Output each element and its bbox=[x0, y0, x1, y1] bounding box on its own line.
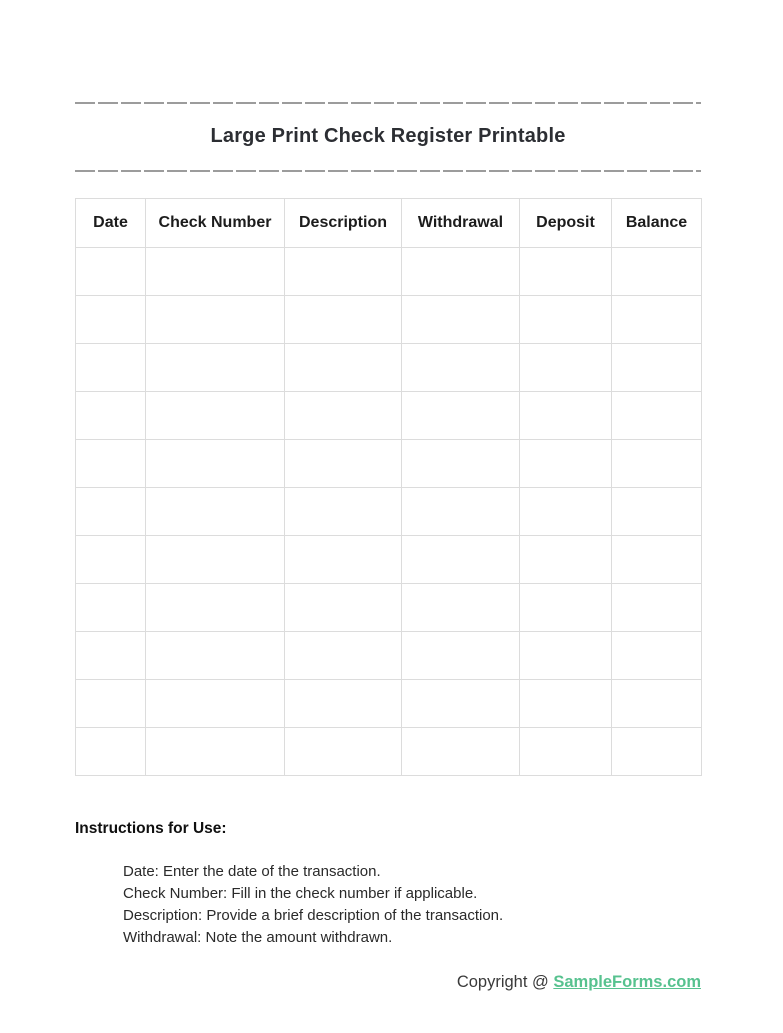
table-cell bbox=[520, 392, 612, 440]
register-table-body bbox=[76, 248, 702, 776]
table-cell bbox=[146, 344, 285, 392]
header-deposit: Deposit bbox=[520, 199, 612, 248]
table-cell bbox=[402, 248, 520, 296]
table-cell bbox=[402, 392, 520, 440]
header-withdrawal: Withdrawal bbox=[402, 199, 520, 248]
table-row bbox=[76, 680, 702, 728]
table-cell bbox=[402, 440, 520, 488]
table-cell bbox=[612, 584, 702, 632]
table-cell bbox=[612, 488, 702, 536]
table-cell bbox=[285, 296, 402, 344]
instructions-section bbox=[75, 820, 701, 949]
table-cell bbox=[76, 728, 146, 776]
instruction-item-description: Description: Provide a brief description of the transaction. bbox=[123, 907, 504, 924]
table-cell bbox=[612, 440, 702, 488]
table-cell bbox=[520, 344, 612, 392]
table-cell bbox=[285, 584, 402, 632]
table-cell bbox=[612, 536, 702, 584]
table-row bbox=[76, 632, 702, 680]
table-cell bbox=[146, 728, 285, 776]
table-cell bbox=[520, 728, 612, 776]
table-cell bbox=[76, 536, 146, 584]
table-cell bbox=[146, 392, 285, 440]
table-cell bbox=[146, 632, 285, 680]
table-cell bbox=[402, 728, 520, 776]
table-cell bbox=[285, 632, 402, 680]
table-cell bbox=[402, 632, 520, 680]
table-cell bbox=[402, 296, 520, 344]
header-date: Date bbox=[76, 199, 146, 248]
table-cell bbox=[285, 728, 402, 776]
table-cell bbox=[285, 680, 402, 728]
header-check-number: Check Number bbox=[146, 199, 285, 248]
header-description: Description bbox=[285, 199, 402, 248]
table-cell bbox=[146, 440, 285, 488]
table-cell bbox=[285, 344, 402, 392]
table-cell bbox=[146, 584, 285, 632]
sampleforms-link[interactable]: SampleForms.com bbox=[553, 973, 701, 991]
table-row bbox=[76, 584, 702, 632]
instructions-list bbox=[75, 861, 701, 949]
table-cell bbox=[402, 344, 520, 392]
table-cell bbox=[520, 296, 612, 344]
table-cell bbox=[285, 248, 402, 296]
copyright-footer bbox=[75, 973, 701, 992]
table-cell bbox=[146, 248, 285, 296]
table-cell bbox=[402, 536, 520, 584]
table-cell bbox=[612, 392, 702, 440]
header-balance: Balance bbox=[612, 199, 702, 248]
table-cell bbox=[76, 344, 146, 392]
table-row bbox=[76, 536, 702, 584]
table-row bbox=[76, 248, 702, 296]
table-cell bbox=[76, 632, 146, 680]
table-cell bbox=[146, 296, 285, 344]
table-cell bbox=[285, 536, 402, 584]
table-cell bbox=[146, 680, 285, 728]
table-cell bbox=[285, 440, 402, 488]
table-cell bbox=[285, 392, 402, 440]
table-cell bbox=[520, 440, 612, 488]
page-title: Large Print Check Register Printable bbox=[210, 125, 566, 147]
table-header-row bbox=[76, 199, 702, 248]
table-cell bbox=[520, 584, 612, 632]
table-cell bbox=[76, 296, 146, 344]
table-cell bbox=[612, 680, 702, 728]
table-row bbox=[76, 344, 702, 392]
table-cell bbox=[520, 488, 612, 536]
copyright-text: Copyright @ bbox=[456, 973, 554, 991]
table-cell bbox=[76, 680, 146, 728]
table-cell bbox=[76, 440, 146, 488]
table-cell bbox=[612, 296, 702, 344]
table-cell bbox=[612, 632, 702, 680]
table-row bbox=[76, 296, 702, 344]
table-cell bbox=[520, 680, 612, 728]
title-divider bbox=[75, 170, 701, 172]
instruction-item-check-number: Check Number: Fill in the check number if applicable. bbox=[123, 885, 478, 902]
check-register-table bbox=[75, 198, 702, 776]
table-cell bbox=[520, 536, 612, 584]
table-cell bbox=[402, 680, 520, 728]
table-cell bbox=[612, 344, 702, 392]
table-row bbox=[76, 488, 702, 536]
table-cell bbox=[146, 536, 285, 584]
table-row bbox=[76, 728, 702, 776]
table-row bbox=[76, 392, 702, 440]
table-cell bbox=[76, 488, 146, 536]
table-cell bbox=[520, 248, 612, 296]
table-cell bbox=[520, 632, 612, 680]
table-cell bbox=[612, 728, 702, 776]
table-cell bbox=[402, 488, 520, 536]
table-cell bbox=[285, 488, 402, 536]
instructions-heading: Instructions for Use: bbox=[75, 820, 227, 837]
table-row bbox=[76, 440, 702, 488]
table-cell bbox=[146, 488, 285, 536]
table-cell bbox=[76, 248, 146, 296]
table-cell bbox=[402, 584, 520, 632]
instruction-item-withdrawal: Withdrawal: Note the amount withdrawn. bbox=[123, 929, 393, 946]
table-cell bbox=[76, 584, 146, 632]
instruction-item-date: Date: Enter the date of the transaction. bbox=[123, 863, 381, 880]
table-cell bbox=[76, 392, 146, 440]
table-cell bbox=[612, 248, 702, 296]
